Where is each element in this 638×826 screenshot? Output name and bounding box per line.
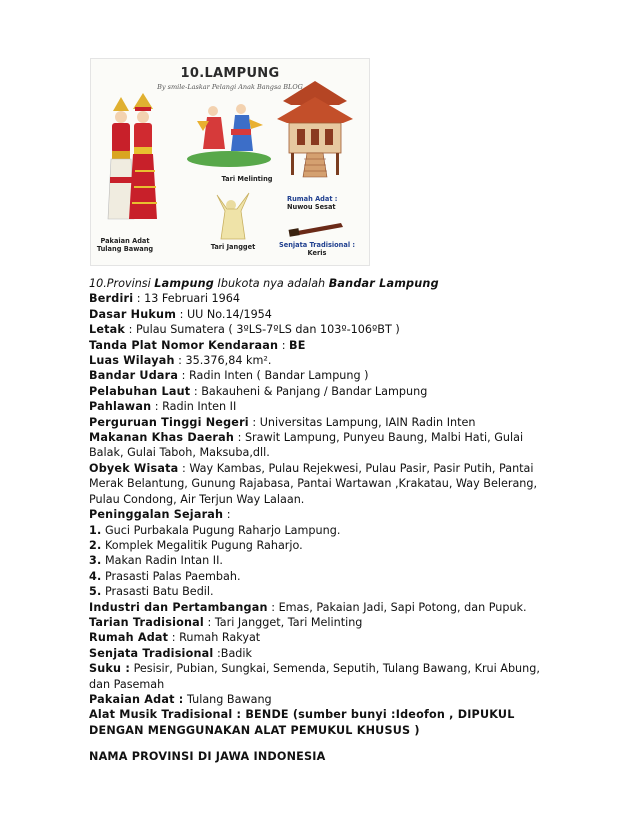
sejarah-number: 2. (89, 538, 102, 552)
info-row (89, 384, 559, 399)
info-row-label: Pakaian Adat : (89, 692, 184, 706)
info-row-separator: : (176, 307, 187, 321)
info-row-separator: : (213, 646, 221, 660)
info-row-value: Bakauheni & Panjang / Bandar Lampung (201, 384, 428, 398)
illustration-title: 10.LAMPUNG (180, 66, 280, 81)
info-row (89, 430, 559, 461)
traditional-house (277, 81, 353, 177)
info-row-separator: : (248, 415, 260, 429)
sejarah-item (89, 584, 559, 599)
info-row-label: Perguruan Tinggi Negeri (89, 415, 249, 429)
info-row-value: Badik (220, 646, 252, 660)
label-senjata (267, 241, 367, 257)
info-row-label: Pahlawan (89, 400, 152, 414)
info-row (89, 322, 559, 337)
heading-province-name: Lampung (154, 277, 214, 290)
sejarah-item (89, 553, 559, 568)
info-row-label: Tarian Tradisional (89, 615, 204, 629)
label-tari-melinting: Tari Melinting (221, 175, 273, 183)
info-row (89, 646, 559, 661)
sejarah-text: Guci Purbakala Pugung Raharjo Lampung. (105, 523, 341, 537)
info-row (89, 338, 559, 353)
info-row (89, 399, 559, 414)
label-rumah-line1: Rumah Adat : (287, 195, 338, 203)
heading-middle: Ibukota nya adalah (213, 277, 329, 290)
sejarah-text: Makan Radin Intan II. (105, 554, 223, 568)
info-row-label: Suku : (89, 662, 130, 676)
info-row-value: Radin Inten ( Bandar Lampung ) (189, 369, 369, 383)
info-row-label: Bandar Udara (89, 369, 179, 383)
info-row-label: Luas Wilayah (89, 354, 175, 368)
info-row (89, 630, 559, 645)
info-row-label: Peninggalan Sejarah (89, 508, 224, 522)
info-row (89, 507, 559, 522)
sejarah-number: 3. (89, 554, 102, 568)
keris-weapon (289, 223, 343, 237)
info-row-label: Obyek Wisata (89, 461, 179, 475)
sejarah-number: 5. (89, 585, 102, 599)
info-row-separator: : (178, 461, 190, 475)
traditional-couple (108, 93, 157, 219)
info-row-value: Emas, Pakaian Jadi, Sapi Potong, dan Pupuk. (278, 600, 527, 614)
info-row (89, 692, 559, 707)
info-row (89, 353, 559, 368)
info-rows (89, 291, 559, 522)
lampung-illustration (90, 58, 370, 266)
info-row-separator: : (190, 384, 202, 398)
heading-prefix: 10.Provinsi (89, 277, 155, 290)
label-senjata-line1: Senjata Tradisional : (278, 241, 356, 249)
sejarah-number: 1. (89, 523, 102, 537)
info-row (89, 707, 559, 738)
info-rows-2 (89, 600, 559, 739)
info-row-value: Way Kambas, Pulau Rejekwesi, Pulau Pasir, Pasir Putih, Pantai Merak Belantung, Gunung Rajabasa, Pantai Wartawan ,Krakatau, Way Belerang, Pulau Condong, Air Terjun Way Lalaan. (89, 461, 538, 506)
sejarah-text: Komplek Megalitik Pugung Raharjo. (105, 538, 303, 552)
info-row-separator: : (203, 615, 215, 629)
info-row-value: Rumah Rakyat (179, 631, 261, 645)
sejarah-item (89, 523, 559, 538)
label-pakaian-line2: Tulang Bawang (96, 245, 154, 253)
info-row-value: Universitas Lampung, IAIN Radin Inten (259, 415, 476, 429)
illustration-subtitle: By smile-Laskar Pelangi Anak Bangsa BLOG (157, 83, 303, 91)
info-row-separator: : (151, 400, 163, 414)
info-row (89, 415, 559, 430)
sejarah-item (89, 538, 559, 553)
info-row-separator: : (125, 323, 136, 337)
info-row (89, 461, 559, 507)
info-row-separator: : (168, 631, 180, 645)
info-row-separator: : (133, 292, 145, 306)
info-row-value: Tulang Bawang (186, 692, 272, 706)
info-row-separator: : (267, 600, 279, 614)
info-row-label: Tanda Plat Nomor Kendaraan (89, 338, 279, 352)
info-row-separator: : (178, 369, 190, 383)
info-row (89, 615, 559, 630)
info-row-separator: : (223, 508, 231, 522)
heading-capital: Bandar Lampung (328, 277, 439, 290)
info-row (89, 368, 559, 383)
sejarah-item (89, 569, 559, 584)
info-row (89, 661, 559, 692)
label-rumah-line2: Nuwou Sesat (287, 203, 336, 211)
info-row-value: Radin Inten II (162, 400, 237, 414)
province-info (89, 276, 559, 765)
info-row-label: Senjata Tradisional (89, 646, 214, 660)
peninggalan-sejarah-list (89, 523, 559, 600)
label-pakaian-line1: Pakaian Adat (100, 237, 150, 245)
label-senjata-line2: Keris (307, 249, 327, 257)
info-row-label: Alat Musik Tradisional : BENDE (sumber bunyi :Ideofon , DIPUKUL DENGAN MENGGUNAKAN ALAT PEMUKUL KHUSUS ) (89, 708, 515, 737)
info-row-value: 13 Februari 1964 (144, 292, 241, 306)
footer-heading (89, 749, 559, 764)
info-row-separator: : (278, 338, 290, 352)
info-row (89, 291, 559, 306)
info-row-value: 35.376,84 km². (185, 354, 272, 368)
info-row-value: BE (289, 338, 306, 352)
info-row-value: Pulau Sumatera ( 3ºLS-7ºLS dan 103º-106ºBT ) (135, 323, 400, 337)
info-row-value: Tari Jangget, Tari Melinting (214, 615, 363, 629)
info-row-value: Srawit Lampung, Punyeu Baung, Malbi Hati, Gulai Balak, Gulai Taboh, Maksuba,dll. (89, 431, 524, 460)
footer-heading-text: NAMA PROVINSI DI JAWA INDONESIA (89, 750, 326, 764)
info-row-label: Berdiri (89, 292, 134, 306)
info-row-label: Rumah Adat (89, 631, 169, 645)
info-row-separator: : (234, 431, 245, 445)
info-row (89, 600, 559, 615)
info-row-label: Pelabuhan Laut (89, 384, 191, 398)
sejarah-text: Prasasti Palas Paembah. (105, 569, 241, 583)
province-heading (89, 276, 559, 291)
sejarah-number: 4. (89, 569, 102, 583)
info-row (89, 307, 559, 322)
info-row-value: UU No.14/1954 (186, 307, 272, 321)
info-row-label: Letak (89, 323, 126, 337)
info-row-value: Pesisir, Pubian, Sungkai, Semenda, Seputih, Tulang Bawang, Krui Abung, dan Pasemah (89, 662, 540, 691)
sejarah-text: Prasasti Batu Bedil. (105, 585, 214, 599)
info-row-label: Dasar Hukum (89, 307, 177, 321)
info-row-label: Makanan Khas Daerah (89, 431, 235, 445)
jangget-dancer (217, 193, 249, 239)
label-pakaian-adat (95, 237, 155, 253)
label-tari-jangget: Tari Jangget (210, 243, 256, 251)
melinting-dancers (187, 104, 271, 167)
info-row-label: Industri dan Pertambangan (89, 600, 268, 614)
info-row-separator: : (174, 354, 186, 368)
label-rumah-adat (287, 195, 357, 211)
